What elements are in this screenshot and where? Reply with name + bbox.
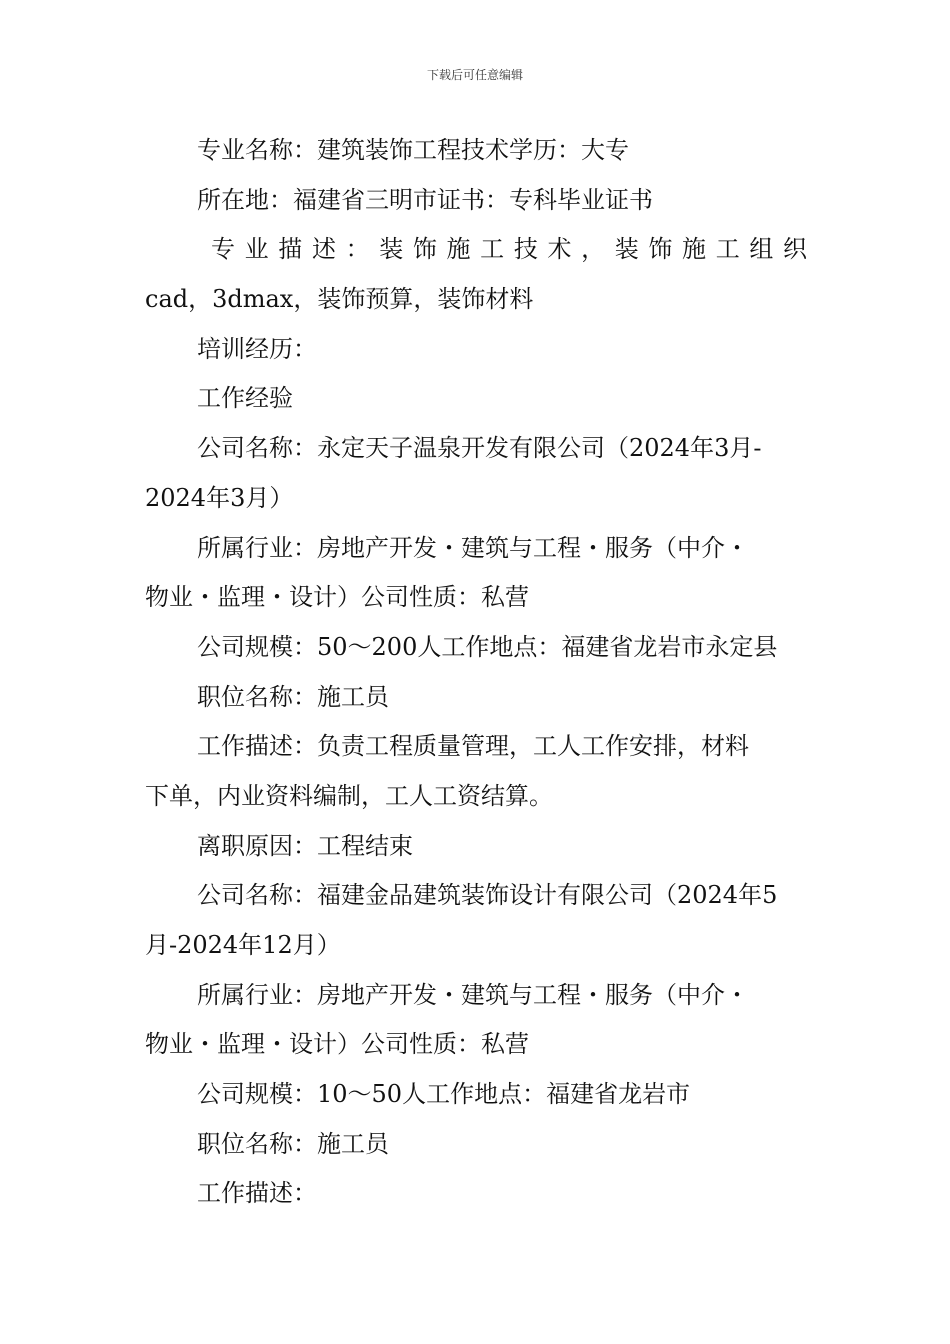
company-2-industry-cont-line: 物业・监理・设计）公司性质：私营 — [145, 1030, 529, 1059]
company-1-name-line: 公司名称：永定天子温泉开发有限公司（2024年3月- — [197, 434, 762, 463]
company-1-description-cont-line: 下单，内业资料编制，工人工资结算。 — [145, 781, 553, 810]
company-1-name-cont-line: 2024年3月） — [145, 483, 294, 512]
major-description-cont-line: cad，3dmax，装饰预算，装饰材料 — [145, 285, 534, 314]
company-1-industry-line: 所属行业：房地产开发・建筑与工程・服务（中介・ — [197, 533, 749, 562]
major-description-line: 专业描述：装饰施工技术，装饰施工组织 — [211, 235, 807, 264]
company-2-description-line: 工作描述： — [197, 1179, 317, 1208]
company-2-industry-line: 所属行业：房地产开发・建筑与工程・服务（中介・ — [197, 980, 749, 1009]
training-heading: 培训经历： — [197, 334, 317, 363]
company-2-scale-line: 公司规模：10～50人工作地点：福建省龙岩市 — [197, 1080, 691, 1109]
company-1-industry-cont-line: 物业・监理・设计）公司性质：私营 — [145, 583, 529, 612]
company-2-name-line: 公司名称：福建金品建筑装饰设计有限公司（2024年5 — [197, 881, 778, 910]
company-1-leave-reason-line: 离职原因：工程结束 — [197, 831, 413, 860]
work-experience-heading: 工作经验 — [197, 384, 293, 413]
major-degree-line: 专业名称：建筑装饰工程技术学历：大专 — [197, 136, 629, 164]
resume-body — [145, 126, 807, 1219]
company-2-name-cont-line: 月-2024年12月） — [145, 931, 341, 959]
company-1-position-line: 职位名称：施工员 — [197, 682, 389, 711]
company-1-scale-line: 公司规模：50～200人工作地点：福建省龙岩市永定县 — [197, 632, 778, 661]
location-certificate-line: 所在地：福建省三明市证书：专科毕业证书 — [197, 185, 653, 214]
page-header-note: 下载后可任意编辑 — [426, 68, 523, 82]
company-1-description-line: 工作描述：负责工程质量管理，工人工作安排，材料 — [197, 732, 749, 761]
company-2-position-line: 职位名称：施工员 — [197, 1129, 389, 1158]
